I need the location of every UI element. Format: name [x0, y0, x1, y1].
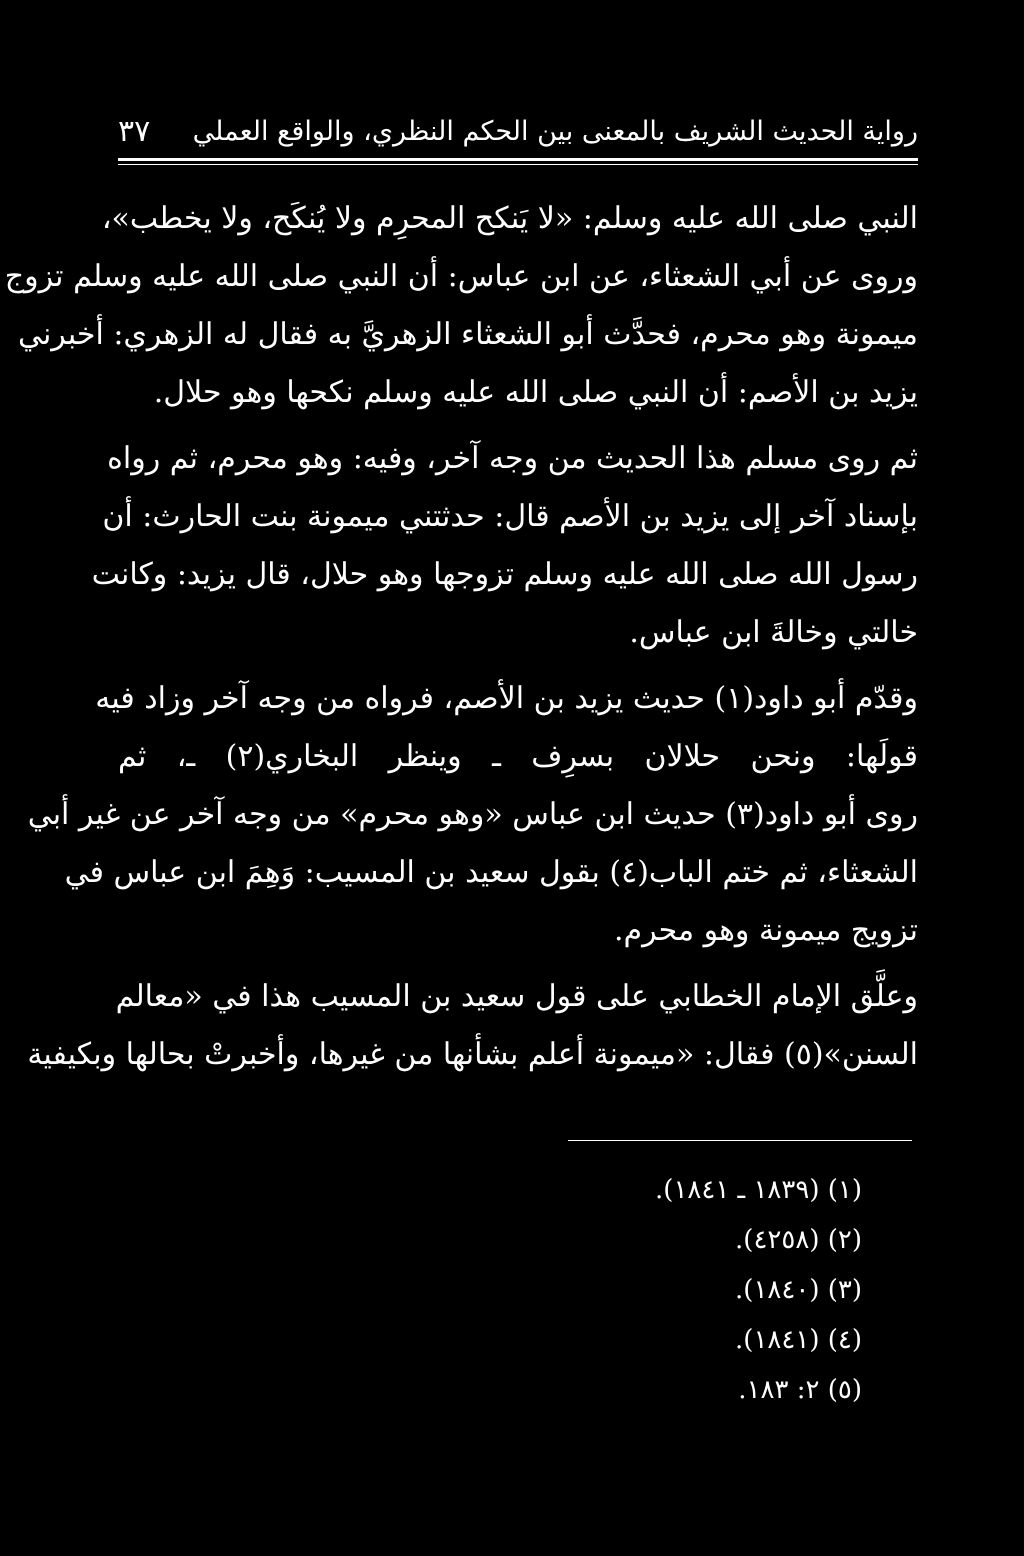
- text-line: ثم روى مسلم هذا الحديث من وجه آخر، وفيه: وهو محرم، ثم رواه: [107, 441, 918, 476]
- header-rule-thick: [118, 158, 918, 161]
- text-line: السنن»(٥) فقال: «ميمونة أعلم بشأنها من غيرها، وأخبرتْ بحالها وبكيفية: [27, 1037, 918, 1072]
- running-header: [118, 112, 918, 152]
- text-line: وقدّم أبو داود(١) حديث يزيد بن الأصم، فرواه من وجه آخر وزاد فيه: [95, 681, 918, 716]
- paragraph: [91, 430, 918, 662]
- text-line: وروى عن أبي الشعثاء، عن ابن عباس: أن النبي صلى الله عليه وسلم تزوج: [4, 259, 918, 294]
- footnotes: [600, 1165, 862, 1415]
- footnote: (٣) (١٨٤٠).: [735, 1275, 862, 1305]
- text-line: الشعثاء، ثم ختم الباب(٤) بقول سعيد بن المسيب: وَهِمَ ابن عباس في: [64, 855, 918, 890]
- footnote: (٥) ٢: ١٨٣.: [738, 1375, 862, 1405]
- text-line: قولَها: ونحن حلالان بسرِف ـ وينظر البخاري(٢) ـ، ثم: [118, 739, 918, 774]
- footnote: (١) (١٨٣٩ ـ ١٨٤١).: [655, 1175, 862, 1205]
- paragraph: [4, 190, 918, 422]
- header-rule-thin: [118, 164, 918, 165]
- text-line: بإسناد آخر إلى يزيد بن الأصم قال: حدثتني ميمونة بنت الحارث: أن: [102, 499, 918, 534]
- text-line: النبي صلى الله عليه وسلم: «لا يَنكح المحرِم ولا يُنكَح، ولا يخطب»،: [101, 201, 918, 236]
- text-line: روى أبو داود(٣) حديث ابن عباس «وهو محرم» من وجه آخر عن غير أبي: [27, 797, 918, 832]
- text-line: رسول الله صلى الله عليه وسلم تزوجها وهو حلال، قال يزيد: وكانت: [91, 557, 918, 592]
- text-line: يزيد بن الأصم: أن النبي صلى الله عليه وسلم نكحها وهو حلال.: [153, 375, 918, 410]
- text-line: تزويج ميمونة وهو محرم.: [613, 913, 918, 948]
- footnote: (٢) (٤٢٥٨).: [735, 1225, 862, 1255]
- text-line: وعلَّق الإمام الخطابي على قول سعيد بن المسيب هذا في «معالم: [115, 979, 918, 1014]
- body-text: [4, 190, 918, 1092]
- paragraph: [27, 670, 918, 960]
- footnote: (٤) (١٨٤١).: [735, 1325, 862, 1355]
- paragraph: [27, 968, 918, 1084]
- text-line: ميمونة وهو محرم، فحدَّث أبو الشعثاء الزهريَّ به فقال له الزهري: أخبرني: [17, 317, 918, 352]
- footnote-separator: [568, 1140, 912, 1141]
- page-number: ٣٧: [118, 114, 151, 149]
- header-title: رواية الحديث الشريف بالمعنى بين الحكم النظري، والواقع العملي: [192, 116, 918, 147]
- text-line: خالتي وخالةَ ابن عباس.: [629, 615, 918, 650]
